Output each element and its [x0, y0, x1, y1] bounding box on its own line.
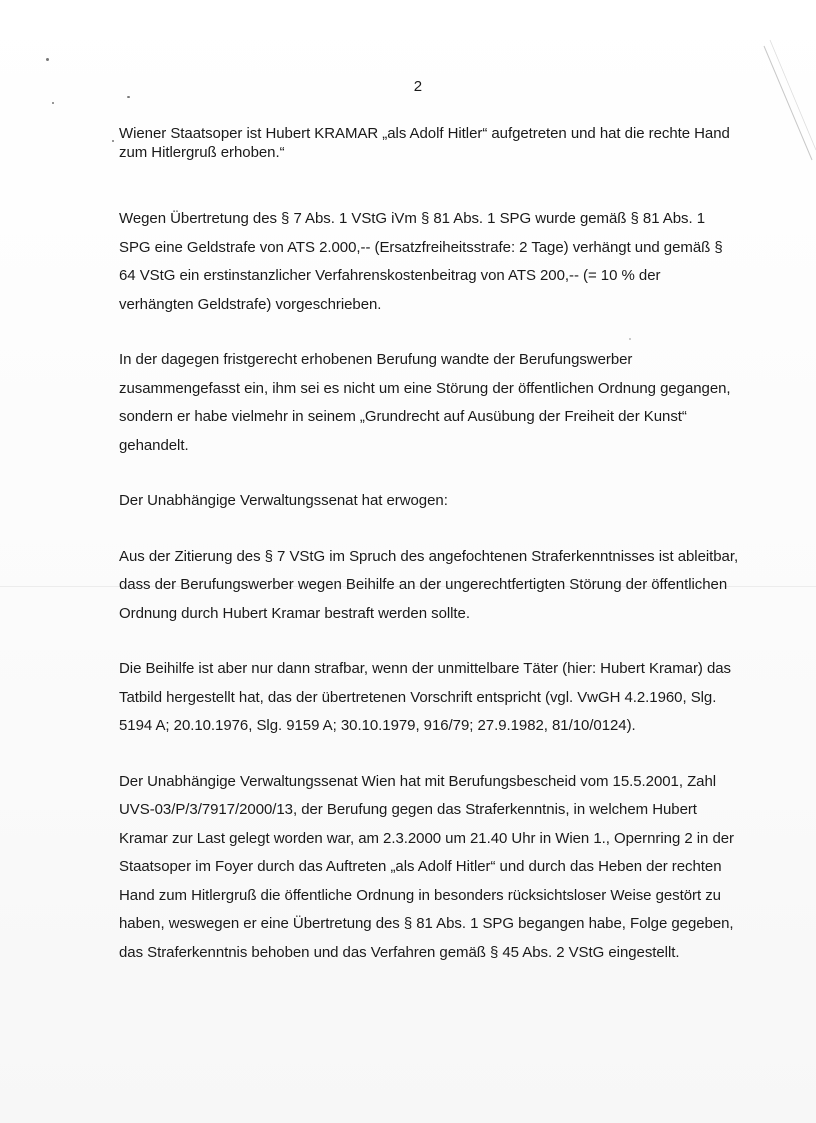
- paragraph: Die Beihilfe ist aber nur dann strafbar, wenn der unmittelbare Täter (hier: Hubert Kramar) das Tatbild hergestellt hat, das der übertretenen Vorschrift entspricht (vgl. VwGH 4.2.1960, Slg. 5194 A; 20.10.1976, Slg. 9159 A; 30.10.1979, 916/79; 27.9.1982, 81/10/0124).: [119, 660, 731, 734]
- document-body: [119, 124, 739, 967]
- paragraph: Der Unabhängige Verwaltungssenat Wien hat mit Berufungsbescheid vom 15.5.2001, Zahl UVS-03/P/3/7917/2000/13, der Berufung gegen das Straferkenntnis, in welchem Hubert Kramar zur Last gelegt worden war, am 2.3.2000 um 21.40 Uhr in Wien 1., Opernring 2 in der Staatsoper im Foyer durch das Auftreten „als Adolf Hitler“ und durch das Heben der rechten Hand zum Hitlergruß die öffentliche Ordnung in besonders rücksichtsloser Weise gestört zu haben, weswegen er eine Übertretung des § 81 Abs. 1 SPG begangen habe, Folge gegeben, das Straferkenntnis behoben und das Verfahren gemäß § 45 Abs. 2 VStG eingestellt.: [119, 772, 734, 961]
- paragraph: Wiener Staatsoper ist Hubert KRAMAR „als Adolf Hitler“ aufgetreten und hat die rechte Hand zum Hitlergruß erhoben.“: [119, 125, 730, 161]
- scan-speck: [127, 96, 130, 98]
- scan-speck: [52, 102, 54, 104]
- paragraph: Aus der Zitierung des § 7 VStG im Spruch des angefochtenen Straferkenntnisses ist ableitbar, dass der Berufungswerber wegen Beihilfe an der ungerechtfertigten Störung der öffentlichen Ordnung durch Hubert Kramar bestraft werden sollte.: [119, 547, 739, 622]
- scan-speck: [46, 58, 49, 61]
- paragraph: Der Unabhängige Verwaltungssenat hat erwogen:: [119, 492, 448, 509]
- paragraph: In der dagegen fristgerecht erhobenen Berufung wandte der Berufungswerber zusammengefasst ein, ihm sei es nicht um eine Störung der öffentlichen Ordnung gegangen, sondern er habe vielmehr in seinem „Grundrecht auf Ausübung der Freiheit der Kunst“ gehandelt.: [119, 351, 731, 454]
- page-number: 2: [413, 78, 423, 95]
- scan-speck: [112, 140, 114, 142]
- paragraph: Wegen Übertretung des § 7 Abs. 1 VStG iVm § 81 Abs. 1 SPG wurde gemäß § 81 Abs. 1 SPG eine Geldstrafe von ATS 2.000,-- (Ersatzfreiheitsstrafe: 2 Tage) verhängt und gemäß § 64 VStG ein erstinstanzlicher Verfahrenskostenbeitrag von ATS 200,-- (= 10 % der verhängten Geldstrafe) vorgeschrieben.: [119, 210, 723, 313]
